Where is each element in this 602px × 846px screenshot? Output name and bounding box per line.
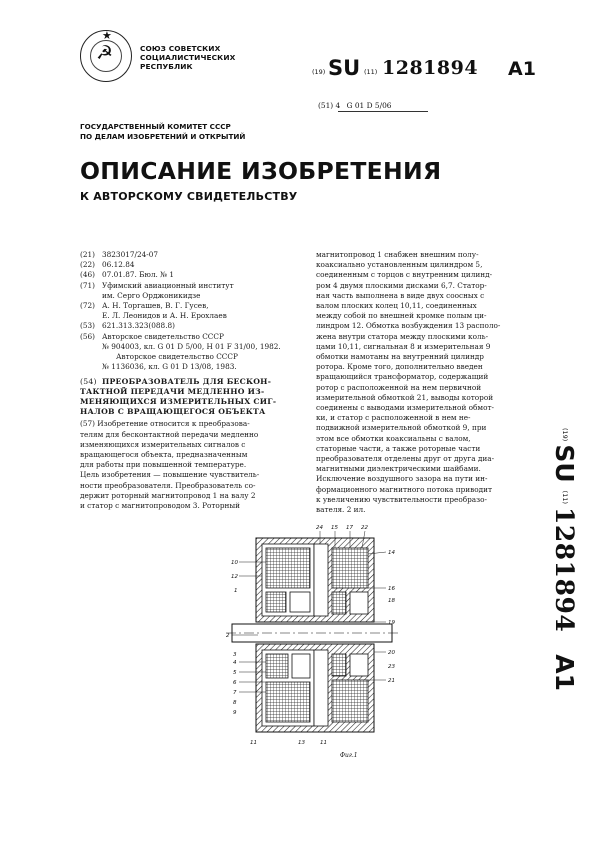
abstract-line: статорные части, а также роторные части: [316, 443, 481, 453]
figure-label: 11: [250, 740, 257, 746]
figure-label: 9: [233, 710, 237, 716]
figure-label: 16: [388, 586, 395, 592]
bib-text: Е. Л. Леонидов и А. Н. Ерохлаев: [102, 311, 227, 321]
bib-code: (71): [80, 280, 95, 290]
abstract-line: ки, и статор с расположенной в нем не-: [316, 413, 471, 423]
label-19: (19): [312, 68, 326, 76]
abstract-line: формационного магнитного потока приводит: [316, 484, 493, 494]
abstract-line: между собой по внешней кромке полым ци-: [316, 311, 487, 321]
bib-text: А. Н. Торгашев, В. Г. Гусев,: [102, 301, 209, 311]
abstract-line: вращающийся трансформатор, содержащий: [316, 372, 489, 382]
bib-text: № 1136036, кл. G 01 D 13/08, 1983.: [102, 362, 237, 372]
bib-text: 07.01.87. Бюл. № 1: [102, 270, 174, 280]
abstract-line: преобразователя отделены друг от друга диа-: [316, 454, 495, 464]
bib-text: 621.313.323(088.8): [102, 321, 176, 331]
patent-number: 1281894: [382, 57, 479, 79]
figure-label: 3: [233, 652, 237, 658]
committee-line: ГОСУДАРСТВЕННЫЙ КОМИТЕТ СССР: [80, 122, 231, 131]
figure-label: 22: [361, 525, 368, 531]
abstract-line: ром 4 двумя плоскими дисками 6,7. Статор-: [316, 280, 487, 290]
bib-code: [80, 362, 102, 372]
left-column: [80, 250, 305, 511]
document-title: ОПИСАНИЕ ИЗОБРЕТЕНИЯ: [80, 157, 442, 185]
figure-label: 5: [233, 670, 237, 676]
vertical-patent-number: [547, 428, 583, 708]
abstract-line: вателя. 2 ил.: [316, 505, 366, 515]
figure-label: 20: [388, 650, 395, 656]
bib-text: 06.12.84: [102, 260, 135, 270]
abstract-line: подвижной измерительной обмоткой 9, при: [316, 423, 487, 433]
bib-text: 3823017/24-07: [102, 250, 158, 259]
figure-label: 17: [346, 525, 353, 531]
bib-code: (21): [80, 250, 95, 259]
figure-label: 18: [388, 598, 395, 604]
bib-code: [80, 352, 102, 362]
abstract-line: цами 10,11, сигнальная 8 и измерительная 9: [316, 341, 491, 351]
abstract-right: [316, 250, 544, 515]
abstract-line: Исключение воздушного зазора на пути ин-: [316, 474, 488, 484]
bib-code: (72): [80, 301, 95, 311]
bib-code: [80, 291, 102, 301]
ipc-class: G 01 D 5/06: [346, 101, 392, 110]
bib-text: Уфимский авиационный институт: [102, 280, 234, 290]
abstract-line: вращающегося объекта, предназначенным: [80, 450, 248, 460]
bib-code: (54): [80, 377, 97, 387]
abstract-line: коаксиально установленным цилиндром 5,: [316, 260, 483, 270]
org-line: РЕСПУБЛИК: [140, 62, 193, 71]
committee-line: ПО ДЕЛАМ ИЗОБРЕТЕНИЙ И ОТКРЫТИЙ: [80, 131, 246, 141]
figure-label: 8: [233, 700, 237, 706]
abstract-left: [80, 419, 305, 511]
figure-label: 10: [231, 560, 238, 566]
figure-label: 14: [388, 550, 395, 556]
abstract-line: линдром 12. Обмотка возбуждения 13 располо-: [316, 321, 501, 331]
bib-code: [80, 342, 102, 352]
figure-label: 2: [226, 633, 230, 639]
abstract-line: изменяющихся измерительных сигналов с: [80, 439, 246, 449]
figure-label: 6: [233, 680, 237, 686]
abstract-line: держит роторный магнитопровод 1 на валу 2: [80, 490, 256, 500]
abstract-line: к увеличению чувствительности преобразо-: [316, 494, 487, 504]
figure-label: 23: [388, 664, 395, 670]
bib-code: (22): [80, 260, 95, 270]
figure-label: 4: [233, 660, 237, 666]
abstract-line: ности преобразователя. Преобразователь со-: [80, 480, 256, 490]
figure-label: 13: [298, 740, 305, 746]
abstract-line: жена внутри статора между плоскими коль-: [316, 331, 489, 341]
figure-caption: Фиг.1: [340, 752, 358, 759]
abstract-line: соединены с выводами измерительной обмот-: [316, 403, 494, 413]
figure-label: 7: [233, 690, 237, 696]
bib-text: им. Серго Орджоникидзе: [102, 290, 201, 300]
org-line: СОЮЗ СОВЕТСКИХ: [140, 44, 221, 53]
bib-code: (56): [80, 331, 95, 341]
figure-label: 24: [316, 525, 323, 531]
abstract-line: валом плоских колец 10,11, соединенных: [316, 301, 477, 311]
title-line: НАЛОВ С ВРАЩАЮЩЕГОСЯ ОБЪЕКТА: [80, 407, 266, 417]
abstract-line: (57) Изобретение относится к преобразова-: [80, 419, 250, 429]
bib-text: № 904003, кл. G 01 D 5/00, Н 01 F 31/00, 1982.: [102, 341, 281, 351]
bib-text: Авторское свидетельство СССР: [116, 352, 238, 362]
figure-label: 21: [388, 678, 395, 684]
figure-label: 19: [388, 620, 395, 626]
ussr-emblem: [80, 30, 132, 82]
union-name: [140, 44, 235, 71]
label-51: (51) 4: [318, 101, 341, 110]
document-subtitle: К АВТОРСКОМУ СВИДЕТЕЛЬСТВУ: [80, 190, 298, 203]
abstract-line: ротор с расположенной на нем первичной: [316, 382, 482, 392]
kind-code: A1: [550, 654, 580, 692]
country-code: SU: [550, 444, 580, 483]
org-line: СОЦИАЛИСТИЧЕСКИХ: [140, 53, 236, 62]
bib-text: Авторское свидетельство СССР: [102, 331, 224, 341]
title-line: ПРЕОБРАЗОВАТЕЛЬ ДЛЯ БЕСКОН-: [102, 377, 272, 387]
abstract-line: ная часть выполнена в виде двух соосных с: [316, 290, 485, 300]
bib-code: [80, 311, 102, 321]
figure-label: 1: [234, 588, 238, 594]
figure-1-drawing: [222, 522, 402, 754]
ipc-underline: [338, 111, 428, 112]
title-line: ТАКТНОЙ ПЕРЕДАЧИ МЕДЛЕННО ИЗ-: [80, 387, 265, 397]
abstract-line: Цель изобретения — повышение чувствитель-: [80, 470, 260, 480]
ipc-line: [318, 101, 391, 110]
hammer-sickle-icon: ☭: [96, 42, 114, 64]
bib-code: (46): [80, 270, 95, 280]
star-icon: ★: [102, 29, 112, 42]
label-11: (11): [364, 68, 378, 76]
label-19: (19): [561, 428, 569, 442]
country-code: SU: [328, 56, 361, 80]
abstract-line: для работы при повышенной температуре.: [80, 460, 247, 470]
title-line: МЕНЯЮЩИХСЯ ИЗМЕРИТЕЛЬНЫХ СИГ-: [80, 397, 277, 407]
abstract-line: этом все обмотки коаксиальны с валом,: [316, 433, 471, 443]
invention-title: [80, 377, 305, 417]
abstract-line: и статор с магнитопроводом 3. Роторный: [80, 501, 241, 511]
abstract-line: обмотки намотаны на внутренний цилиндр: [316, 352, 484, 362]
abstract-line: измерительной обмоткой 21, выводы которой: [316, 392, 494, 402]
figure-label: 15: [331, 525, 338, 531]
label-11: (11): [561, 490, 569, 504]
abstract-line: телям для бесконтактной передачи медленно: [80, 429, 259, 439]
bibliographic-data: [80, 250, 305, 372]
bib-code: (53): [80, 321, 95, 331]
figure-label: 12: [231, 574, 238, 580]
figure-label: 11: [320, 740, 327, 746]
abstract-line: магнитными диэлектрическими шайбами.: [316, 464, 481, 474]
kind-code: A1: [508, 58, 536, 80]
abstract-line: соединенным с торцов с внутренним цилинд-: [316, 270, 493, 280]
abstract-line: ротора. Кроме того, дополнительно введен: [316, 362, 483, 372]
abstract-line: магнитопровод 1 снабжен внешним полу-: [316, 250, 479, 259]
patent-number: 1281894: [550, 507, 580, 633]
committee-name: [80, 122, 245, 141]
